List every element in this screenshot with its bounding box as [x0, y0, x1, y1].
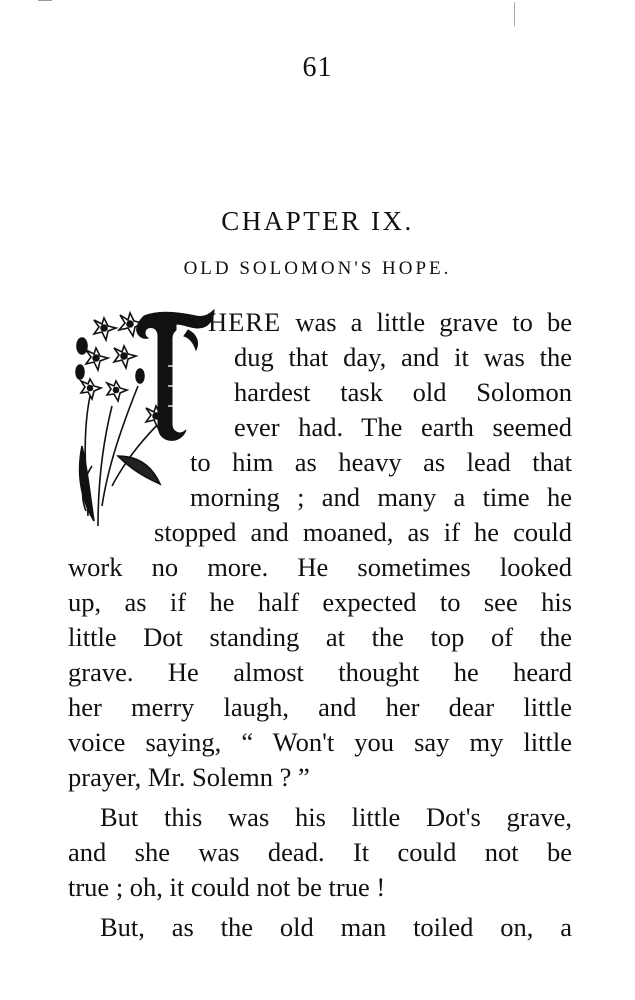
- page-edge-mark-right: [514, 2, 518, 26]
- body-line: to him as heavy as lead that: [190, 447, 572, 477]
- body-line-first: [208, 305, 572, 339]
- body-line: true ; oh, it could not be true !: [68, 872, 386, 902]
- body-line: But this was his little Dot's grave,: [100, 802, 572, 832]
- chapter-title: CHAPTER IX.: [221, 206, 414, 236]
- body-line: ever had. The earth seemed: [234, 412, 572, 442]
- first-word-smallcaps: HERE: [208, 307, 282, 337]
- body-line: work no more. He sometimes looked: [68, 552, 572, 582]
- body-line: her merry laugh, and her dear little: [68, 692, 572, 722]
- chapter-subtitle: OLD SOLOMON'S HOPE.: [183, 258, 452, 279]
- body-line: stopped and moaned, as if he could: [154, 517, 572, 547]
- body-line: voice saying, “ Won't you say my little: [68, 727, 572, 757]
- body-line: morning ; and many a time he: [190, 482, 572, 512]
- body-line: up, as if he half expected to see his: [68, 587, 572, 617]
- body-line: grave. He almost thought he heard: [68, 657, 572, 687]
- body-line: little Dot standing at the top of the: [68, 622, 572, 652]
- body-line: dug that day, and it was the: [234, 342, 572, 372]
- body-line: hardest task old Solomon: [234, 377, 572, 407]
- page-number: 61: [302, 52, 333, 83]
- body-line: prayer, Mr. Solemn ? ”: [68, 762, 310, 792]
- body-line: and she was dead. It could not be: [68, 837, 572, 867]
- flower-illustration-icon: [76, 313, 168, 526]
- page-edge-mark: [38, 0, 52, 1]
- body-line: But, as the old man toiled on, a: [100, 912, 572, 942]
- first-line-rest: was a little grave to be: [281, 307, 572, 337]
